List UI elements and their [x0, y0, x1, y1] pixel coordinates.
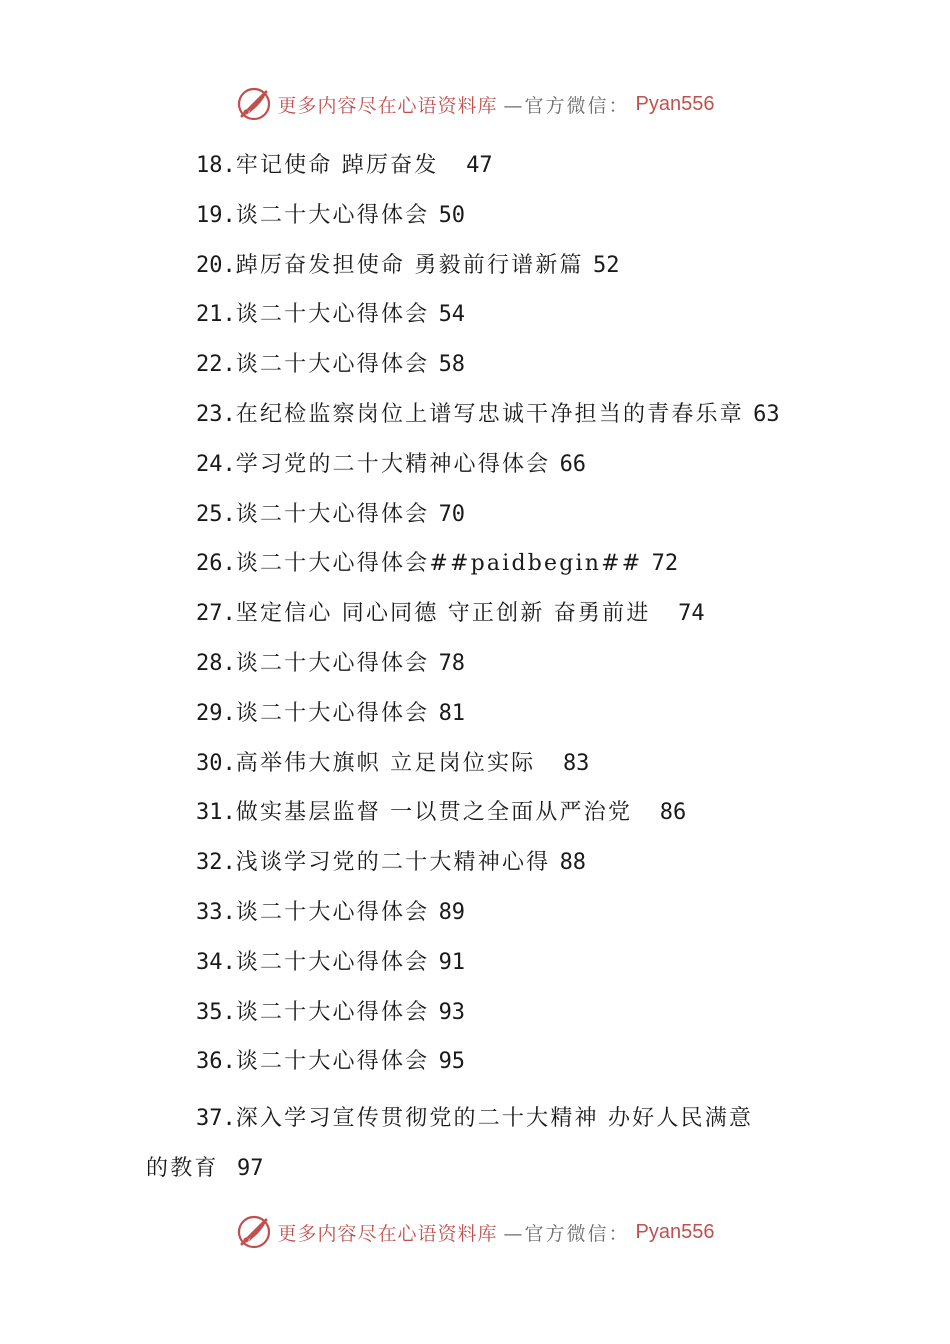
toc-entry-number: 28. [196, 651, 236, 676]
toc-entry-page: 97 [237, 1156, 264, 1181]
banner-wechat-id: Pyan556 [635, 92, 715, 115]
toc-entry-number: 30. [196, 750, 236, 776]
toc-entry-page: 83 [562, 750, 590, 776]
toc-entry [196, 445, 586, 485]
toc-entry-page: 66 [559, 451, 587, 477]
toc-entry-title: 谈二十大心得体会##paidbegin## [235, 551, 643, 577]
banner-label: —官方微信： [503, 94, 630, 117]
toc-entry [196, 1042, 465, 1082]
toc-entry-number: 19. [196, 202, 236, 228]
toc-entry [196, 146, 493, 186]
toc-entry-title: 谈二十大心得体会 [235, 1049, 430, 1075]
toc-entry-title: 浅谈学习党的二十大精神心得 [235, 850, 551, 876]
toc-entry-title-line2: 的教育 [146, 1156, 237, 1181]
toc-entry-page: 95 [438, 1049, 466, 1075]
banner-title: 更多内容尽在心语资料库 [277, 94, 498, 117]
toc-entry-page: 74 [678, 601, 705, 627]
toc-entry-title: 踔厉奋发担使命 勇毅前行谱新篇 [235, 252, 584, 278]
toc-entry [196, 544, 678, 584]
toc-entry-page: 88 [559, 850, 587, 876]
toc-entry [196, 246, 619, 286]
toc-entry [196, 793, 686, 833]
toc-entry-page: 86 [659, 800, 687, 826]
toc-entry-number: 26. [196, 551, 236, 577]
toc-entry-title: 谈二十大心得体会 [235, 700, 430, 726]
toc-entry-title: 谈二十大心得体会 [235, 501, 430, 527]
toc-entry-number: 25. [196, 501, 236, 527]
toc-entry-title: 在纪检监察岗位上谱写忠诚干净担当的青春乐章 [235, 402, 744, 427]
toc-entry-page: 52 [592, 252, 620, 278]
toc-entry-title: 做实基层监督 一以贯之全面从严治党 [235, 800, 651, 826]
header-banner [0, 84, 950, 124]
toc-entry-number: 37. [196, 1106, 236, 1131]
banner-title: 更多内容尽在心语资料库 [277, 1222, 498, 1245]
toc-entry-page: 78 [438, 651, 466, 676]
banner-wechat-id: Pyan556 [635, 1220, 715, 1243]
toc-entry-title: 谈二十大心得体会 [235, 999, 430, 1025]
banner-label: —官方微信： [503, 1222, 630, 1245]
toc-entry-number: 24. [196, 451, 236, 477]
toc-entry-page: 81 [438, 700, 466, 726]
toc-entry-page: 50 [438, 202, 466, 228]
toc-entry-title: 谈二十大心得体会 [235, 651, 430, 676]
toc-entry [196, 694, 465, 734]
toc-entry-number: 18. [196, 153, 236, 178]
toc-entry [196, 594, 705, 634]
toc-entry-title-line1: 深入学习宣传贯彻党的二十大精神 办好人民满意 [235, 1106, 754, 1131]
toc-entry-number: 29. [196, 700, 236, 726]
toc-entry-page: 93 [438, 999, 466, 1025]
toc-entry-wrapped [146, 1094, 816, 1194]
toc-entry-number: 32. [196, 850, 236, 876]
toc-entry-number: 35. [196, 999, 236, 1025]
toc-entry [196, 843, 586, 883]
toc-entry-page: 89 [438, 900, 466, 925]
toc-entry-number: 34. [196, 949, 236, 975]
toc-entry-number: 36. [196, 1049, 236, 1075]
footer-banner [0, 1212, 950, 1252]
toc-entry-page: 47 [466, 153, 493, 178]
toc-entry [196, 345, 465, 385]
toc-entry [196, 495, 465, 535]
toc-entry-page: 54 [438, 302, 466, 328]
toc-entry-title: 谈二十大心得体会 [235, 352, 430, 378]
toc-entry [196, 993, 465, 1033]
toc-entry [196, 644, 465, 684]
toc-entry-title: 谈二十大心得体会 [235, 302, 430, 328]
toc-entry [196, 893, 465, 933]
toc-entry [196, 196, 465, 236]
toc-entry-title: 谈二十大心得体会 [235, 900, 430, 925]
quill-logo-icon [236, 86, 272, 122]
toc-entry-page: 63 [753, 402, 780, 427]
toc-entry-title: 高举伟大旗帜 立足岗位实际 [235, 750, 554, 776]
toc-entry-number: 21. [196, 302, 236, 328]
toc-entry-title: 坚定信心 同心同德 守正创新 奋勇前进 [235, 601, 669, 627]
toc-entry-title: 谈二十大心得体会 [235, 949, 430, 975]
toc-entry-title: 牢记使命 踔厉奋发 [235, 153, 457, 178]
toc-entry-number: 31. [196, 800, 236, 826]
toc-entry [196, 943, 465, 983]
toc-entry-page: 72 [651, 551, 679, 577]
toc-entry-number: 20. [196, 252, 236, 278]
toc-entry [196, 395, 780, 435]
toc-entry-title: 谈二十大心得体会 [235, 202, 430, 228]
toc-entry-number: 27. [196, 601, 236, 627]
toc-entry-line1 [146, 1094, 816, 1144]
toc-entry-line2 [146, 1144, 816, 1194]
toc-entry-number: 22. [196, 352, 236, 378]
toc-entry-page: 70 [438, 501, 466, 527]
toc-entry-number: 33. [196, 900, 236, 925]
quill-logo-icon [236, 1214, 272, 1250]
toc-entry-number: 23. [196, 402, 236, 427]
toc-entry-page: 58 [438, 352, 466, 378]
toc-entry-title: 学习党的二十大精神心得体会 [235, 451, 551, 477]
toc-entry [196, 744, 589, 784]
toc-entry-page: 91 [438, 949, 466, 975]
toc-entry [196, 295, 465, 335]
